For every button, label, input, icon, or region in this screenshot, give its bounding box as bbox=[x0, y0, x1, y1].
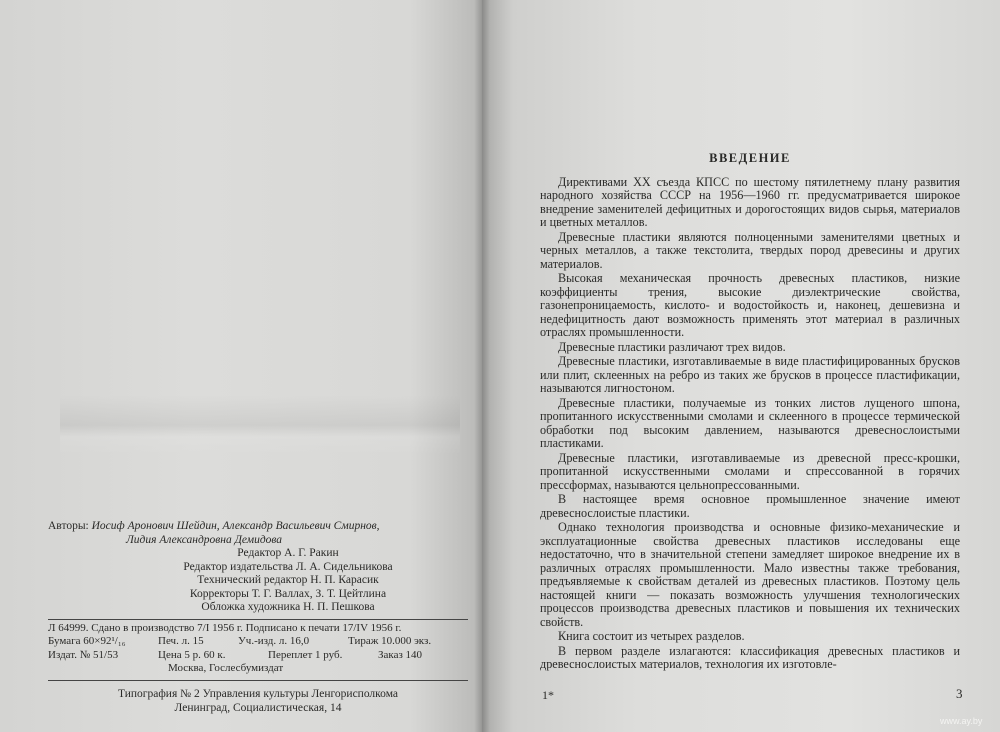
divider bbox=[48, 680, 468, 681]
tech-publisher-sheets: Уч.-изд. л. 16,0 bbox=[238, 635, 310, 647]
tech-paper-format: Бумага 60×92¹/₁₆ bbox=[48, 635, 126, 647]
tech-line-1 bbox=[48, 622, 468, 636]
paragraph: В первом разделе излагаются: классификация древесных пластиков и древеснослоистых материалов, технология их изготовле- bbox=[540, 643, 960, 671]
tech-price: Цена 5 р. 60 к. bbox=[158, 648, 226, 661]
paper-fold bbox=[60, 395, 460, 455]
paragraph: Древесные пластики являются полноценными заменителями цветных и черных металлов, а также текстолита, твердых пород древесины и других материалов. bbox=[540, 229, 960, 271]
paragraph: Однако технология производства и основные физико-механические и эксплуатационные свойства древесных пластиков исследованы еще недостаточно, что в значительной степени замедляет широкое внедрение их в различных отраслях промышленности. Мало известны также требования, предъявляемые к свойствам деталей из древесных пластиков. Поэтому цель настоящей книги — показать возможность улучшения технологических процессов производства древесных пластиков и повышения их технических свойств. bbox=[540, 520, 960, 629]
credit-technical-editor: Технический редактор Н. П. Карасик bbox=[197, 574, 379, 586]
credit-cover-artist: Обложка художника Н. П. Пешкова bbox=[201, 601, 375, 613]
chapter-title: ВВЕДЕНИЕ bbox=[709, 151, 791, 165]
tech-publisher: Москва, Гослесбумиздат bbox=[168, 662, 284, 674]
paragraph: Древесные пластики, изготавливаемые в виде пластифицированных брусков или плит, склеенных на ребро из таких же брусков в процессе пластификации, называются лигностоном. bbox=[540, 354, 960, 395]
paragraph: Книга состоит из четырех разделов. bbox=[558, 629, 745, 643]
tech-print-run: Тираж 10.000 экз. bbox=[348, 635, 432, 647]
book-gutter bbox=[474, 0, 490, 732]
signature-mark: 1* bbox=[542, 688, 554, 702]
authors-label: Авторы: bbox=[48, 520, 89, 532]
tech-line-4 bbox=[48, 662, 468, 676]
authors-names-continued: Лидия Александровна Демидова bbox=[126, 533, 283, 546]
tech-publisher-number: Издат. № 51/53 bbox=[48, 648, 119, 661]
paragraph: Древесные пластики, получаемые из тонких листов лущеного шпона, пропитанного искусственными смолами и склеенного в процессе термической обработки под высоким давлением, называются древеснослоистыми пластиками. bbox=[540, 395, 960, 450]
printer-info bbox=[48, 687, 468, 715]
page-number: 3 bbox=[956, 686, 963, 701]
printer-address: Ленинград, Социалистическая, 14 bbox=[174, 701, 342, 714]
paragraph: Древесные пластики различают трех видов. bbox=[558, 339, 786, 354]
paragraph: Директивами XX съезда КПСС по шестому пятилетнему плану развития народного хозяйства СССР на 1956—1960 гг. предусматривается широкое внедрение заменителей дефицитных и дорогостоящих видов сырья, материалов и цветных металлов. bbox=[540, 174, 960, 229]
tech-order-number: Заказ 140 bbox=[378, 648, 423, 661]
paragraph: Высокая механическая прочность древесных пластиков, низкие коэффициенты трения, высокие диэлектрические свойства, газонепроницаемость, кислото- и водостойкость и, наконец, дешевизна и недефицитность дают возможность применять этот материал в различных отраслях промышленности. bbox=[540, 271, 960, 339]
tech-binding-price: Переплет 1 руб. bbox=[268, 648, 343, 661]
introduction-text bbox=[540, 152, 960, 673]
credit-publishing-editor: Редактор издательства Л. А. Сидельникова bbox=[183, 560, 393, 573]
paragraph: Древесные пластики, изготавливаемые из древесной пресс-крошки, пропитанной искусственными смолами и спрессованной в горячих прессформах, называются цельнопрессованными. bbox=[540, 450, 960, 492]
tech-line-2 bbox=[48, 635, 468, 649]
credit-editor: Редактор А. Г. Ракин bbox=[237, 547, 339, 559]
authors-line bbox=[48, 520, 468, 534]
tech-print-sheets: Печ. л. 15 bbox=[158, 635, 204, 647]
tech-production-dates: Л 64999. Сдано в производство 7/I 1956 г. Подписано к печати 17/IV 1956 г. bbox=[48, 621, 402, 634]
imprint-block bbox=[48, 520, 468, 715]
paragraph: В настоящее время основное промышленное значение имеют древеснослоистые пластики. bbox=[540, 492, 960, 520]
printer-name: Типография № 2 Управления культуры Ленгорисполкома bbox=[117, 687, 399, 700]
authors-names: Иосиф Аронович Шейдин, Александр Васильевич Смирнов, bbox=[91, 520, 380, 532]
watermark: www.ay.by bbox=[940, 716, 983, 726]
divider bbox=[48, 619, 468, 620]
credit-proofreaders: Корректоры Т. Г. Валлах, З. Т. Цейтлина bbox=[189, 587, 387, 600]
tech-line-3 bbox=[48, 649, 468, 663]
